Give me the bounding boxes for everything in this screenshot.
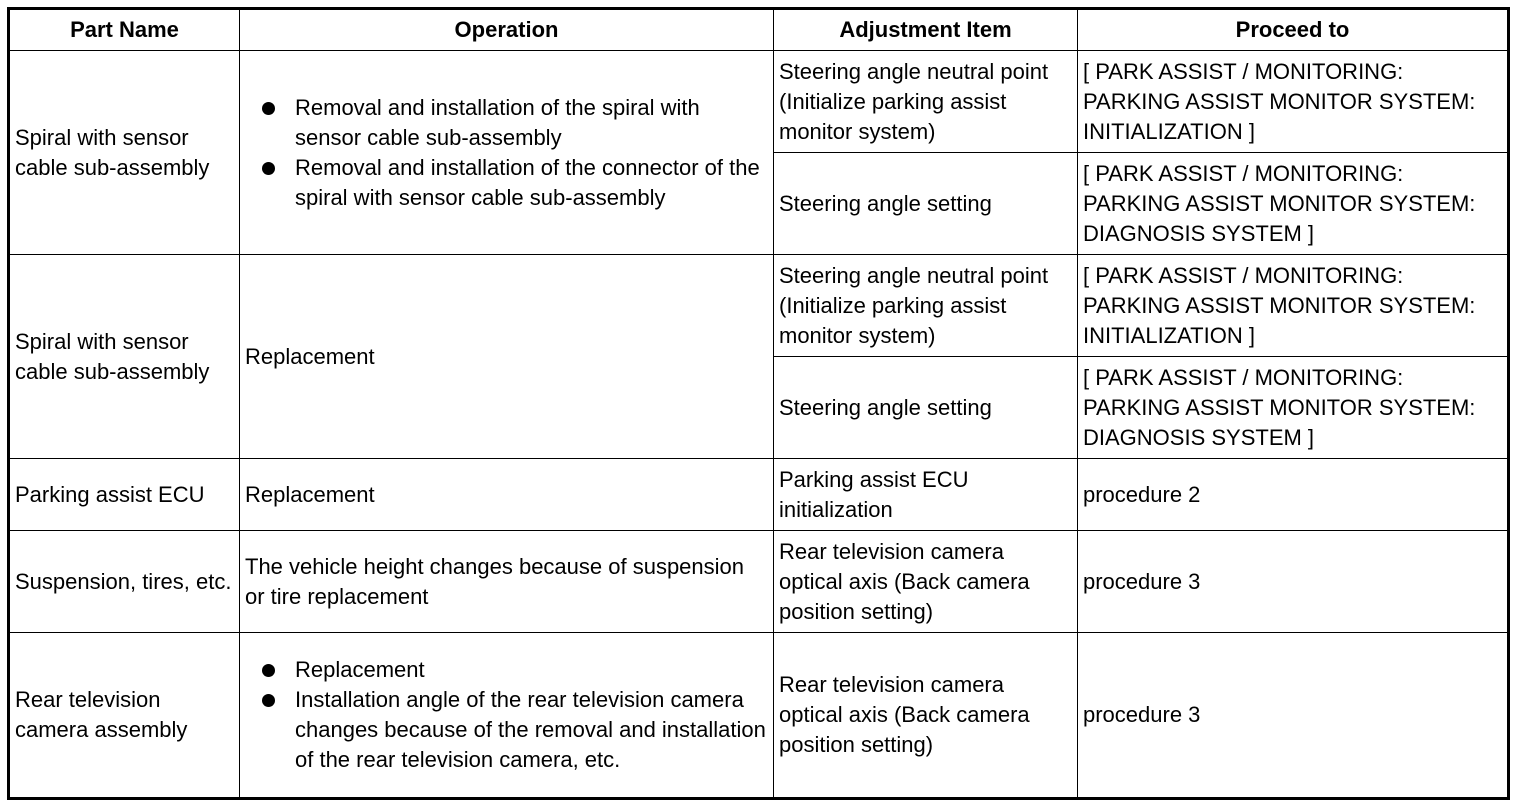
operation-list [245,93,768,213]
part-name-cell: Suspension, tires, etc. [9,531,240,633]
proceed-to-cell: procedure 2 [1078,459,1509,531]
proceed-to-cell: [ PARK ASSIST / MONITORING: PARKING ASSIST MONITOR SYSTEM: DIAGNOSIS SYSTEM ] [1078,153,1509,255]
header-part-name: Part Name [9,9,240,51]
proceed-to-cell: procedure 3 [1078,633,1509,799]
adjustment-item-cell: Rear television camera optical axis (Back camera position setting) [774,633,1078,799]
list-item: Installation angle of the rear television camera changes because of the removal and installation of the rear television camera, etc. [295,685,768,775]
adjustment-item-cell: Steering angle neutral point (Initialize parking assist monitor system) [774,51,1078,153]
part-name-cell: Spiral with sensor cable sub-assembly [9,255,240,459]
bullet-icon [262,102,275,115]
list-item: Removal and installation of the spiral with sensor cable sub-assembly [295,93,768,153]
header-operation: Operation [240,9,774,51]
operation-cell: The vehicle height changes because of suspension or tire replacement [240,531,774,633]
adjustment-item-cell: Parking assist ECU initialization [774,459,1078,531]
operation-cell: Replacement [240,255,774,459]
adjustment-item-cell: Steering angle neutral point (Initialize parking assist monitor system) [774,255,1078,357]
proceed-to-cell: [ PARK ASSIST / MONITORING: PARKING ASSIST MONITOR SYSTEM: INITIALIZATION ] [1078,51,1509,153]
header-proceed-to: Proceed to [1078,9,1509,51]
adjustment-table [7,7,1510,800]
adjustment-item-cell: Rear television camera optical axis (Back camera position setting) [774,531,1078,633]
proceed-to-cell: procedure 3 [1078,531,1509,633]
table-row [9,531,1509,633]
bullet-icon [262,694,275,707]
part-name-cell: Spiral with sensor cable sub-assembly [9,51,240,255]
operation-cell [240,633,774,799]
table-row [9,51,1509,153]
list-item: Replacement [295,655,768,685]
table-row [9,633,1509,799]
header-adjustment-item: Adjustment Item [774,9,1078,51]
adjustment-item-cell: Steering angle setting [774,357,1078,459]
proceed-to-cell: [ PARK ASSIST / MONITORING: PARKING ASSIST MONITOR SYSTEM: DIAGNOSIS SYSTEM ] [1078,357,1509,459]
operation-cell [240,51,774,255]
bullet-icon [262,162,275,175]
adjustment-item-cell: Steering angle setting [774,153,1078,255]
list-item: Removal and installation of the connector of the spiral with sensor cable sub-assembly [295,153,768,213]
part-name-cell: Rear television camera assembly [9,633,240,799]
bullet-icon [262,664,275,677]
part-name-cell: Parking assist ECU [9,459,240,531]
operation-list [245,655,768,775]
operation-cell: Replacement [240,459,774,531]
table-row [9,255,1509,357]
table-row [9,459,1509,531]
proceed-to-cell: [ PARK ASSIST / MONITORING: PARKING ASSIST MONITOR SYSTEM: INITIALIZATION ] [1078,255,1509,357]
header-row [9,9,1509,51]
